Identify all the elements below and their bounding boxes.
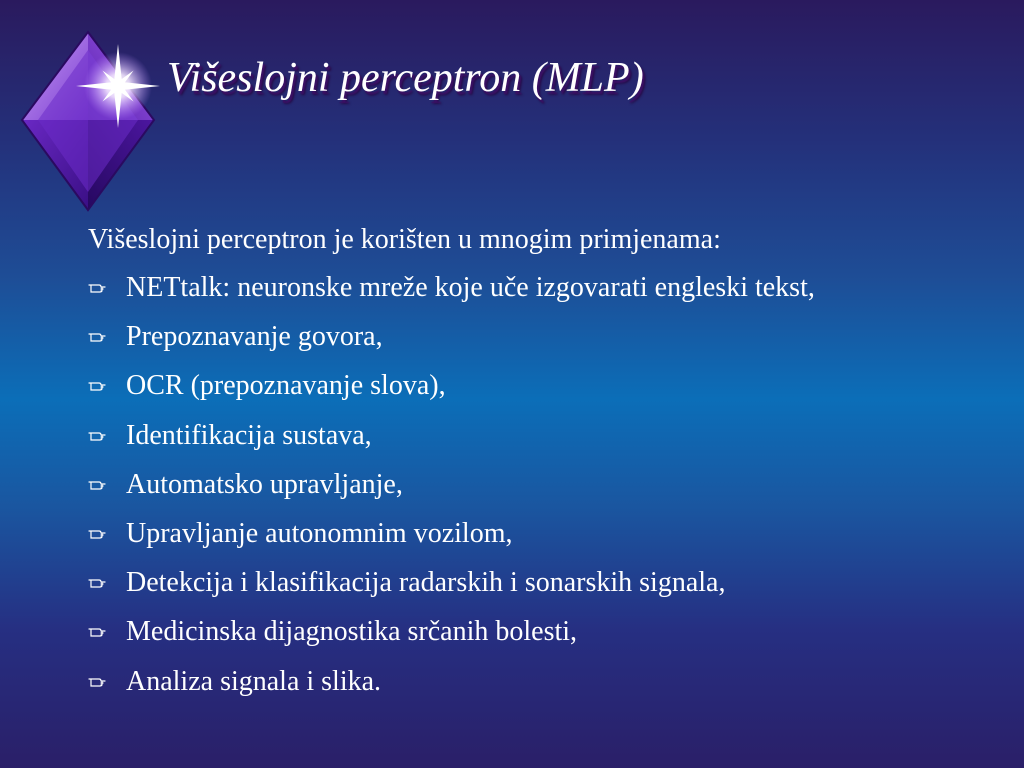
- diamond-sparkle-icon: [18, 28, 188, 213]
- bullet-text: Prepoznavanje govora,: [126, 321, 383, 353]
- list-item: [88, 417, 815, 466]
- intro-text: Višeslojni perceptron je korišten u mnogim primjenama:: [88, 224, 721, 255]
- pointing-hand-icon: [88, 269, 126, 307]
- list-item: [88, 367, 815, 416]
- list-item: [88, 269, 815, 318]
- pointing-hand-icon: [88, 417, 126, 455]
- bullet-text: Upravljanje autonomnim vozilom,: [126, 517, 513, 549]
- list-item: [88, 613, 815, 662]
- pointing-hand-icon: [88, 466, 126, 504]
- bullet-text: Analiza signala i slika.: [126, 665, 382, 697]
- pointing-hand-icon: [88, 663, 126, 701]
- bullet-text: NETtalk: neuronske mreže koje uče izgovarati engleski tekst,: [126, 272, 815, 303]
- pointing-hand-icon: [88, 367, 126, 405]
- list-item: [88, 515, 815, 564]
- pointing-hand-icon: [88, 564, 126, 602]
- bullet-text: Identifikacija sustava,: [126, 419, 372, 451]
- list-item: [88, 663, 815, 712]
- bullet-list: [88, 269, 815, 712]
- list-item: [88, 466, 815, 515]
- bullet-text: OCR (prepoznavanje slova),: [126, 370, 446, 402]
- bullet-text: Detekcija i klasifikacija radarskih i sonarskih signala,: [126, 567, 726, 599]
- pointing-hand-icon: [88, 515, 126, 553]
- pointing-hand-icon: [88, 318, 126, 356]
- slide-title: Višeslojni perceptron (MLP): [167, 55, 644, 101]
- list-item: [88, 318, 815, 367]
- list-item: [88, 564, 815, 613]
- bullet-text: Medicinska dijagnostika srčanih bolesti,: [126, 616, 578, 648]
- pointing-hand-icon: [88, 613, 126, 651]
- bullet-text: Automatsko upravljanje,: [126, 468, 403, 500]
